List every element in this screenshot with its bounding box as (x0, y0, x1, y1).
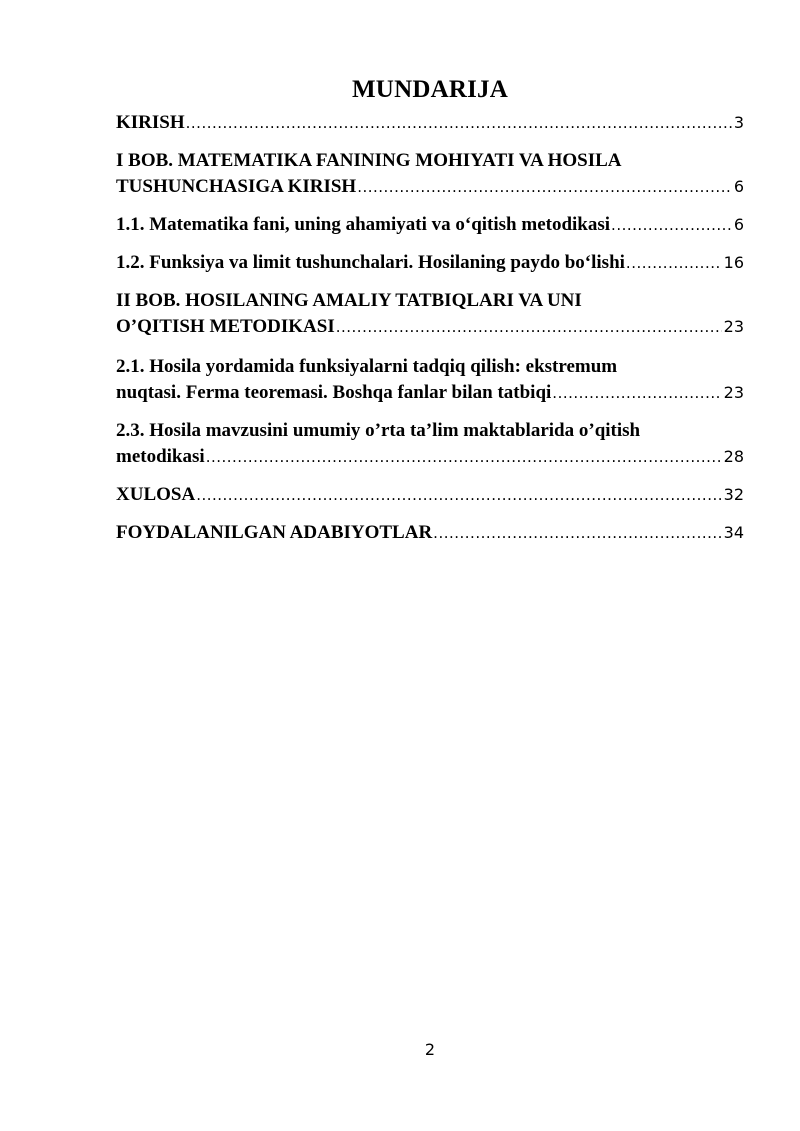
dot-leader (626, 250, 722, 276)
toc-entry-kirish[interactable] (116, 110, 744, 136)
dot-leader (186, 110, 732, 136)
dot-leader (552, 380, 721, 406)
toc-page-number: 34 (723, 523, 744, 542)
dot-leader (336, 314, 722, 340)
toc-page-number: 23 (723, 383, 744, 402)
toc-entry-chapter-2[interactable] (116, 288, 744, 340)
toc-entry-title: 1.2. Funksiya va limit tushunchalari. Hosilaning paydo bo‘lishi (116, 252, 625, 273)
toc-entry-title-continued: O’QITISH METODIKASI (116, 316, 335, 337)
toc-entry-title-continued: TUSHUNCHASIGA KIRISH (116, 176, 357, 197)
page-number: 2 (424, 1040, 436, 1059)
document-title: MUNDARIJA (352, 76, 508, 103)
toc-page-number: 6 (733, 215, 744, 234)
toc-entry-title: 2.1. Hosila yordamida funksiyalarni tadqiq qilish: ekstremum (116, 356, 618, 377)
dot-leader (611, 212, 732, 238)
toc-page-number: 3 (733, 113, 744, 132)
dot-leader (433, 520, 721, 546)
dot-leader (357, 174, 732, 200)
dot-leader (196, 482, 721, 508)
toc-page-number: 23 (723, 317, 744, 336)
toc-entry-title-continued: nuqtasi. Ferma teoremasi. Boshqa fanlar bilan tatbiqi (116, 382, 552, 403)
toc-entry-xulosa[interactable] (116, 482, 744, 508)
toc-page-number: 28 (723, 447, 744, 466)
toc-entry-title: KIRISH (116, 112, 185, 133)
toc-entry-references[interactable] (116, 520, 744, 546)
toc-entry-section-2-3[interactable] (116, 418, 744, 470)
toc-page-number: 6 (733, 177, 744, 196)
toc-entry-title: FOYDALANILGAN ADABIYOTLAR (116, 522, 433, 543)
toc-entry-title: 2.3. Hosila mavzusini umumiy o’rta ta’lim maktablarida o’qitish (116, 420, 641, 441)
toc-entry-title-continued: metodikasi (116, 446, 205, 467)
toc-entry-title: II BOB. HOSILANING AMALIY TATBIQLARI VA UNI (116, 290, 582, 311)
toc-page-number: 32 (723, 485, 744, 504)
toc-entry-section-1-2[interactable] (116, 250, 744, 276)
dot-leader (206, 444, 722, 470)
toc-entry-chapter-1[interactable] (116, 148, 744, 200)
toc-entry-title: 1.1. Matematika fani, uning ahamiyati va o‘qitish metodikasi (116, 214, 611, 235)
toc-entry-title: I BOB. MATEMATIKA FANINING MOHIYATI VA HOSILA (116, 150, 622, 171)
toc-entry-title: XULOSA (116, 484, 196, 505)
toc-entry-section-2-1[interactable] (116, 354, 744, 406)
toc-page-number: 16 (723, 253, 744, 272)
toc-entry-section-1-1[interactable] (116, 212, 744, 238)
